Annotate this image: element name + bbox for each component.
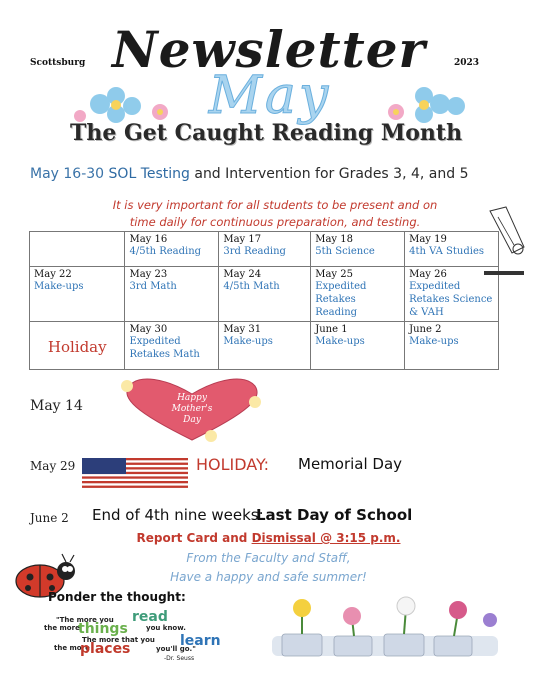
month-subtitle: The Get Caught Reading Month xyxy=(70,120,463,146)
june2-date: June 2 xyxy=(30,511,69,525)
schedule-cell: May 25 Expedited Retakes Reading xyxy=(311,267,405,322)
schedule-cell: May 16 4/5th Reading xyxy=(125,232,219,267)
sol-rest: and Intervention for Grades 3, 4, and 5 xyxy=(194,166,469,182)
mothers-day-text-2: Mother's xyxy=(171,404,213,414)
schedule-cell: May 30 Expedited Retakes Math xyxy=(125,322,219,370)
quote-part: you'll go." xyxy=(156,645,196,653)
testing-schedule-table xyxy=(29,231,499,370)
schedule-cell: May 26 Expedited Retakes Science & VAH xyxy=(405,267,499,322)
flower-pots-clipart xyxy=(268,596,504,658)
schedule-cell xyxy=(30,322,125,370)
may29-date: May 29 xyxy=(30,459,76,473)
schedule-cell: May 22 Make-ups xyxy=(30,267,125,322)
faculty-line1: From the Faculty and Staff, xyxy=(186,551,351,565)
quote-part: the more xyxy=(44,624,80,632)
seuss-quote xyxy=(44,607,244,667)
mothers-day-heart-clipart xyxy=(115,376,270,442)
attendance-note-line2: time daily for continuous preparation, and testing. xyxy=(129,215,421,229)
faculty-line2: Have a happy and safe summer! xyxy=(170,570,367,584)
schedule-cell: May 18 5th Science xyxy=(311,232,405,267)
faculty-message xyxy=(0,549,537,587)
attendance-note-line1: It is very important for all students to be present and on xyxy=(112,198,438,212)
may14-date: May 14 xyxy=(30,398,83,414)
schedule-cell: May 17 3rd Reading xyxy=(219,232,311,267)
report-card-line xyxy=(0,531,537,545)
sol-dates: May 16-30 xyxy=(30,166,105,182)
us-flag-clipart xyxy=(82,458,188,488)
quote-word-learn: learn xyxy=(180,633,221,649)
quote-part: The more that you xyxy=(82,636,155,644)
quote-word-read: read xyxy=(132,609,168,625)
mothers-day-text-1: Happy xyxy=(177,393,207,403)
schedule-cell: May 24 4/5th Math xyxy=(219,267,311,322)
newsletter-title: Newsletter xyxy=(112,20,426,79)
memorial-holiday-label: HOLIDAY: xyxy=(196,455,270,474)
sol-heading xyxy=(30,166,469,182)
schedule-cell: June 1 Make-ups xyxy=(311,322,405,370)
school-name: Scottsburg xyxy=(30,58,86,68)
schedule-cell: May 23 3rd Math xyxy=(125,267,219,322)
memorial-day-text: Memorial Day xyxy=(298,455,403,473)
divider-line xyxy=(484,271,524,275)
holiday-label: Holiday xyxy=(47,338,107,356)
table-row xyxy=(30,267,499,322)
mothers-day-text-3: Day xyxy=(183,415,201,425)
end-of-nine-weeks-label: End of 4th nine weeks: xyxy=(92,506,264,524)
schedule-cell: June 2 Make-ups xyxy=(405,322,499,370)
quote-word-things: things xyxy=(78,621,128,637)
ponder-heading: Ponder the thought: xyxy=(48,590,186,604)
quote-part: "The more you xyxy=(56,616,114,624)
attendance-note xyxy=(40,197,510,231)
quote-part: you know. xyxy=(146,624,186,632)
report-card-text: Report Card and xyxy=(136,531,248,545)
newsletter-year: 2023 xyxy=(454,58,480,68)
dismissal-text: Dismissal @ 3:15 p.m. xyxy=(251,531,401,545)
last-day-label: Last Day of School xyxy=(256,506,413,524)
quote-author: -Dr. Seuss xyxy=(164,655,195,662)
table-row xyxy=(30,232,499,267)
quote-word-places: places xyxy=(80,641,131,657)
schedule-cell: May 31 Make-ups xyxy=(219,322,311,370)
table-row xyxy=(30,322,499,370)
schedule-cell xyxy=(30,232,125,267)
month-title: May xyxy=(208,66,332,126)
schedule-cell: May 19 4th VA Studies xyxy=(405,232,499,267)
sol-label: SOL Testing xyxy=(108,166,190,182)
quote-part: the more xyxy=(54,644,90,652)
